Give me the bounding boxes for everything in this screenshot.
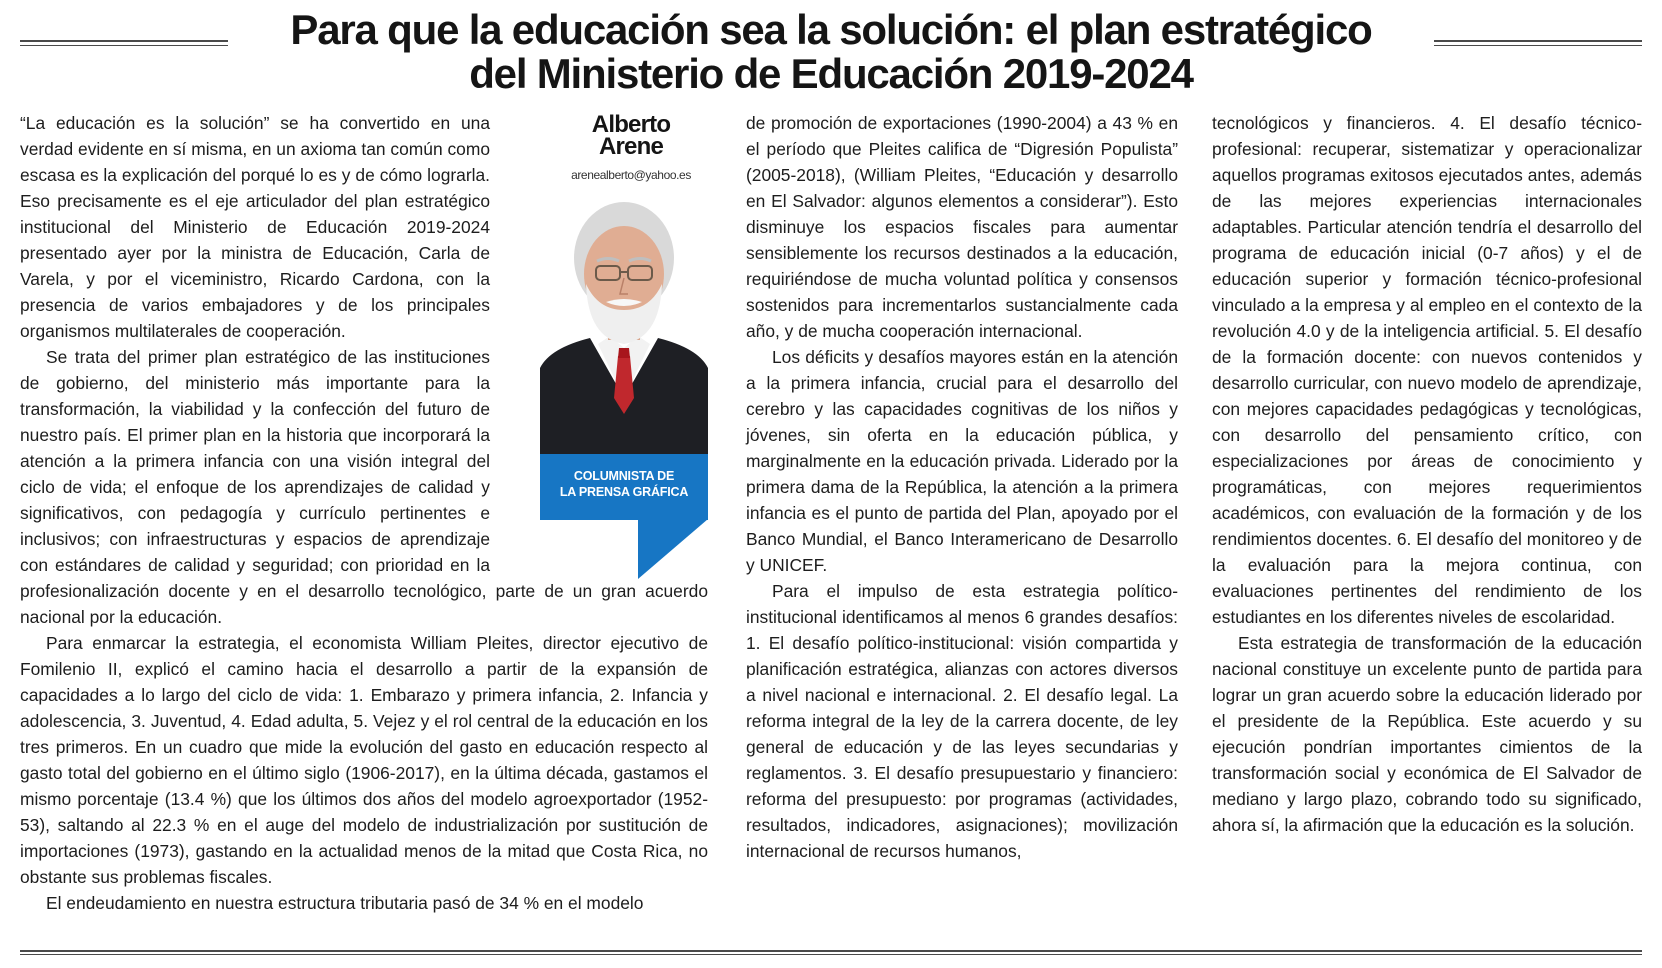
columnist-badge [540,454,708,520]
col1-paragraph-3: Para enmarcar la estrategia, el economista William Pleites, director ejecutivo de Fomilenio II, explicó el camino hacia el desarrollo a partir de la expansión de capacidades a lo largo del ciclo de vida: 1. Embarazo y primera infancia, 2. Infancia y adolescencia, 3. Juventud, 4. Edad adulta, 5. Vejez y el rol central de la educación en los tres primeros. En un cuadro que mide la evolución del gasto en educación respecto al gasto total del gobierno en el último siglo (1906-2017), en la última década, gastamos el mismo porcentaje (13.4 %) que los últimos dos años del modelo agroexportador (1952-53), saltando al 22.3 % en el auge del modelo de industrialización por sustitución de importaciones (1973), gastando en la actualidad menos de la mitad que Costa Rica, no obstante sus problemas fiscales. [20,633,708,887]
page-bottom-rule [20,950,1642,955]
col1-paragraph-1: “La educación es la solución” se ha convertido en una verdad evidente en sí misma, en un axioma tan común como escasa es la explicación del porqué lo es y de cómo lograrla. Eso precisamente es el eje articulador del plan estratégico institucional del Ministerio de Educación 2019-2024 presentado ayer por la ministra de Educación, Carla de Varela, y por el viceministro, Ricardo Cardona, con la presencia de varios embajadores y de los principales organismos multilaterales de cooperación. [20,113,490,341]
col2-paragraph-3: Para el impulso de esta estrategia político-institucional identificamos al menos 6 grandes desafíos: 1. El desafío político-institucional: visión compartida y planificación estratégica, alianzas con actores diversos a nivel nacional e internacional. 2. El desafío legal. La reforma integral de la ley de la carrera docente, de ley general de educación y de las leyes secundarias y reglamentos. 3. El desafío presupuestario y financiero: reforma del presupuesto: por programas (actividades, resultados, indicadores, asignaciones); movilización internacional de recursos humanos, [746,581,1178,861]
col3-paragraph-1: tecnológicos y financieros. 4. El desafío técnico-profesional: recuperar, sistematizar y operacionalizar aquellos programas exitosos ejecutados antes, además de las mejores experiencias internacionales adaptables. Particular atención tendría el desarrollo del programa de educación inicial (0-7 años) y el de educación superior y formación técnico-profesional vinculado a la empresa y al empleo en el contexto de la revolución 4.0 y de la inteligencia artificial. 5. El desafío de la formación docente: con nuevos contenidos y desarrollo curricular, con nuevo modelo de aprendizaje, con mejores capacidades pedagógicas y tecnológicas, con desarrollo del pensamiento crítico, con especializaciones por áreas de conocimiento y programáticas, con mejores requerimientos académicos, con evaluación de la formación y de los rendimientos docentes. 6. El desafío del monitoreo y de la evaluación para la mejora continua, con evaluaciones pertinentes del rendimiento de los estudiantes en los diferentes niveles de escolaridad. [1212,113,1642,627]
col1-paragraph-4: El endeudamiento en nuestra estructura tributaria pasó de 34 % en el modelo [46,893,644,913]
badge-tail-shape [540,519,708,579]
col2-paragraph-2: Los déficits y desafíos mayores están en la atención a la primera infancia, crucial para el desarrollo del cerebro y las capacidades cognitivas de los niños y jóvenes, sin oferta en la educación pública, y marginalmente en la educación privada. Liderado por la primera dama de la República, la atención a la primera infancia es el punto de partida del Plan, apoyado por el Banco Mundial, el Banco Interamericano de Desarrollo y UNICEF. [746,347,1178,575]
article-column-1 [20,110,708,916]
author-portrait [540,198,708,474]
badge-line-1: COLUMNISTA DE [573,469,675,483]
author-name [566,111,696,160]
headline-rule-left [20,40,228,46]
col2-paragraph-1: de promoción de exportaciones (1990-2004) a 43 % en el período que Pleites califica de “Digresión Populista” (2005-2018), (William Pleites, “Educación y desarrollo en El Salvador: algunos elementos a considerar”). Esto disminuye los espacios fiscales para aumentar sensiblemente los recursos destinados a la educación, requiriéndose de mucha voluntad política y consensos sostenidos para incrementarlos sustancialmente cada año, y de mucha cooperación internacional. [746,113,1178,341]
author-email: arenealberto@yahoo.es [571,168,691,182]
col3-paragraph-2: Esta estrategia de transformación de la educación nacional constituye un excelente punto de partida para lograr un gran acuerdo sobre la educación liderado por el presidente de la República. Este acuerdo y su ejecución pondrían importantes cimientos de la transformación social y económica de El Salvador de mediano y largo plazo, cobrando todo su significado, ahora sí, la afirmación que la educación es la solución. [1212,633,1642,835]
article-column-3 [1212,110,1642,838]
headline-rule-right [1434,40,1642,46]
author-first-name: Alberto [591,111,671,138]
col1-paragraph-2: Se trata del primer plan estratégico de las instituciones de gobierno, del ministerio más importante para la transformación, la viabilidad y la confección del futuro de nuestro país. El primer plan en la historia que incorporará la atención a la primera infancia con una visión integral del ciclo de vida; el enfoque de los aprendizajes de calidad y significativos, con pedagogía y currículo pertinentes e inclusivos; con infraestructuras y espacios de aprendizaje con estándares de calidad y seguridad; con prioridad en la profesionalización docente y en el desarrollo tecnológico, parte de un gran acuerdo nacional por la educación. [20,347,708,627]
columnist-badge-text [540,468,708,500]
article-column-2 [746,110,1178,864]
headline-line-2: del Ministerio de Educación 2019-2024 [469,50,1193,97]
badge-line-2: LA PRENSA GRÁFICA [559,485,689,499]
author-byline [508,110,708,576]
article-headline [236,8,1426,96]
headline-line-1: Para que la educación sea la solución: el plan estratégico [290,6,1372,53]
author-last-name: Arene [598,133,664,160]
